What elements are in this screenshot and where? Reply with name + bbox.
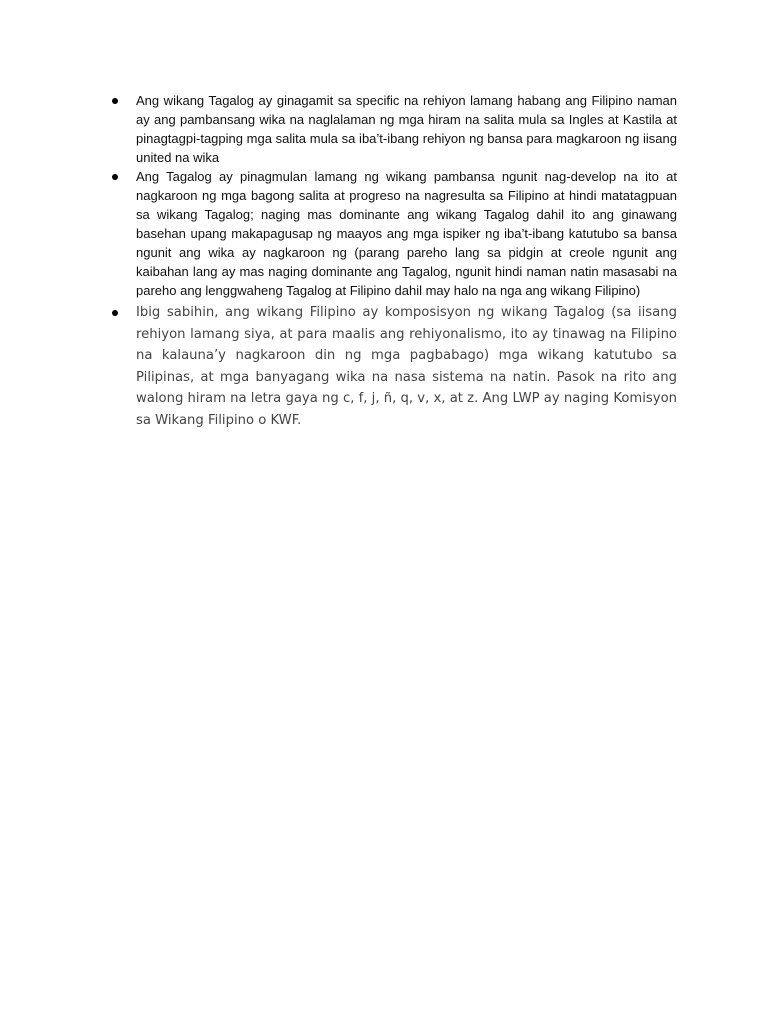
bullet-text-3: Ibig sabihin, ang wikang Filipino ay komposisyon ng wikang Tagalog (sa iisang rehiyon lamang siya, at para maalis ang rehiyonalismo, ito ay tinawag na Filipino na kalauna’y nagkaroon din ng mga pagbabago) mga wikang katutubo sa Pilipinas, at mga banyagang wika na nasa sistema na natin. Pasok na rito ang walong hiram na letra gaya ng c, f, j, ñ, q, v, x, at z. Ang LWP ay naging Komisyon sa Wikang Filipino o KWF.	[136, 305, 677, 428]
bullet-list	[112, 91, 677, 431]
bullet-text-1: Ang wikang Tagalog ay ginagamit sa specific na rehiyon lamang habang ang Filipino naman ay ang pambansang wika na naglalaman ng mga hiram na salita mula sa Ingles at Kastila at pinagtagpi-tagping mga salita mula sa iba’t-ibang rehiyon ng bansa para magkaroon ng iisang united na wika	[136, 93, 677, 165]
bullet-item-2	[112, 167, 677, 300]
bullet-dot-icon	[112, 174, 118, 180]
bullet-dot-icon	[112, 310, 118, 316]
bullet-item-1	[112, 91, 677, 167]
bullet-dot-icon	[112, 98, 118, 104]
bullet-item-3	[112, 302, 677, 431]
bullet-text-2: Ang Tagalog ay pinagmulan lamang ng wikang pambansa ngunit nag-develop na ito at nagkaroon ng mga bagong salita at progreso na nagresulta sa Filipino at hindi matatagpuan sa wikang Tagalog; naging mas dominante ang wikang Tagalog dahil ito ang ginawang basehan upang makapagusap ng maayos ang mga ispiker ng iba’t-ibang katutubo sa bansa ngunit ang wika ay nagkaroon ng (parang pareho lang sa pidgin at creole ngunit ang kaibahan lang ay mas naging dominante ang Tagalog, ngunit hindi naman natin masasabi na pareho ang lenggwaheng Tagalog at Filipino dahil may halo na nga ang wikang Filipino)	[136, 169, 677, 298]
